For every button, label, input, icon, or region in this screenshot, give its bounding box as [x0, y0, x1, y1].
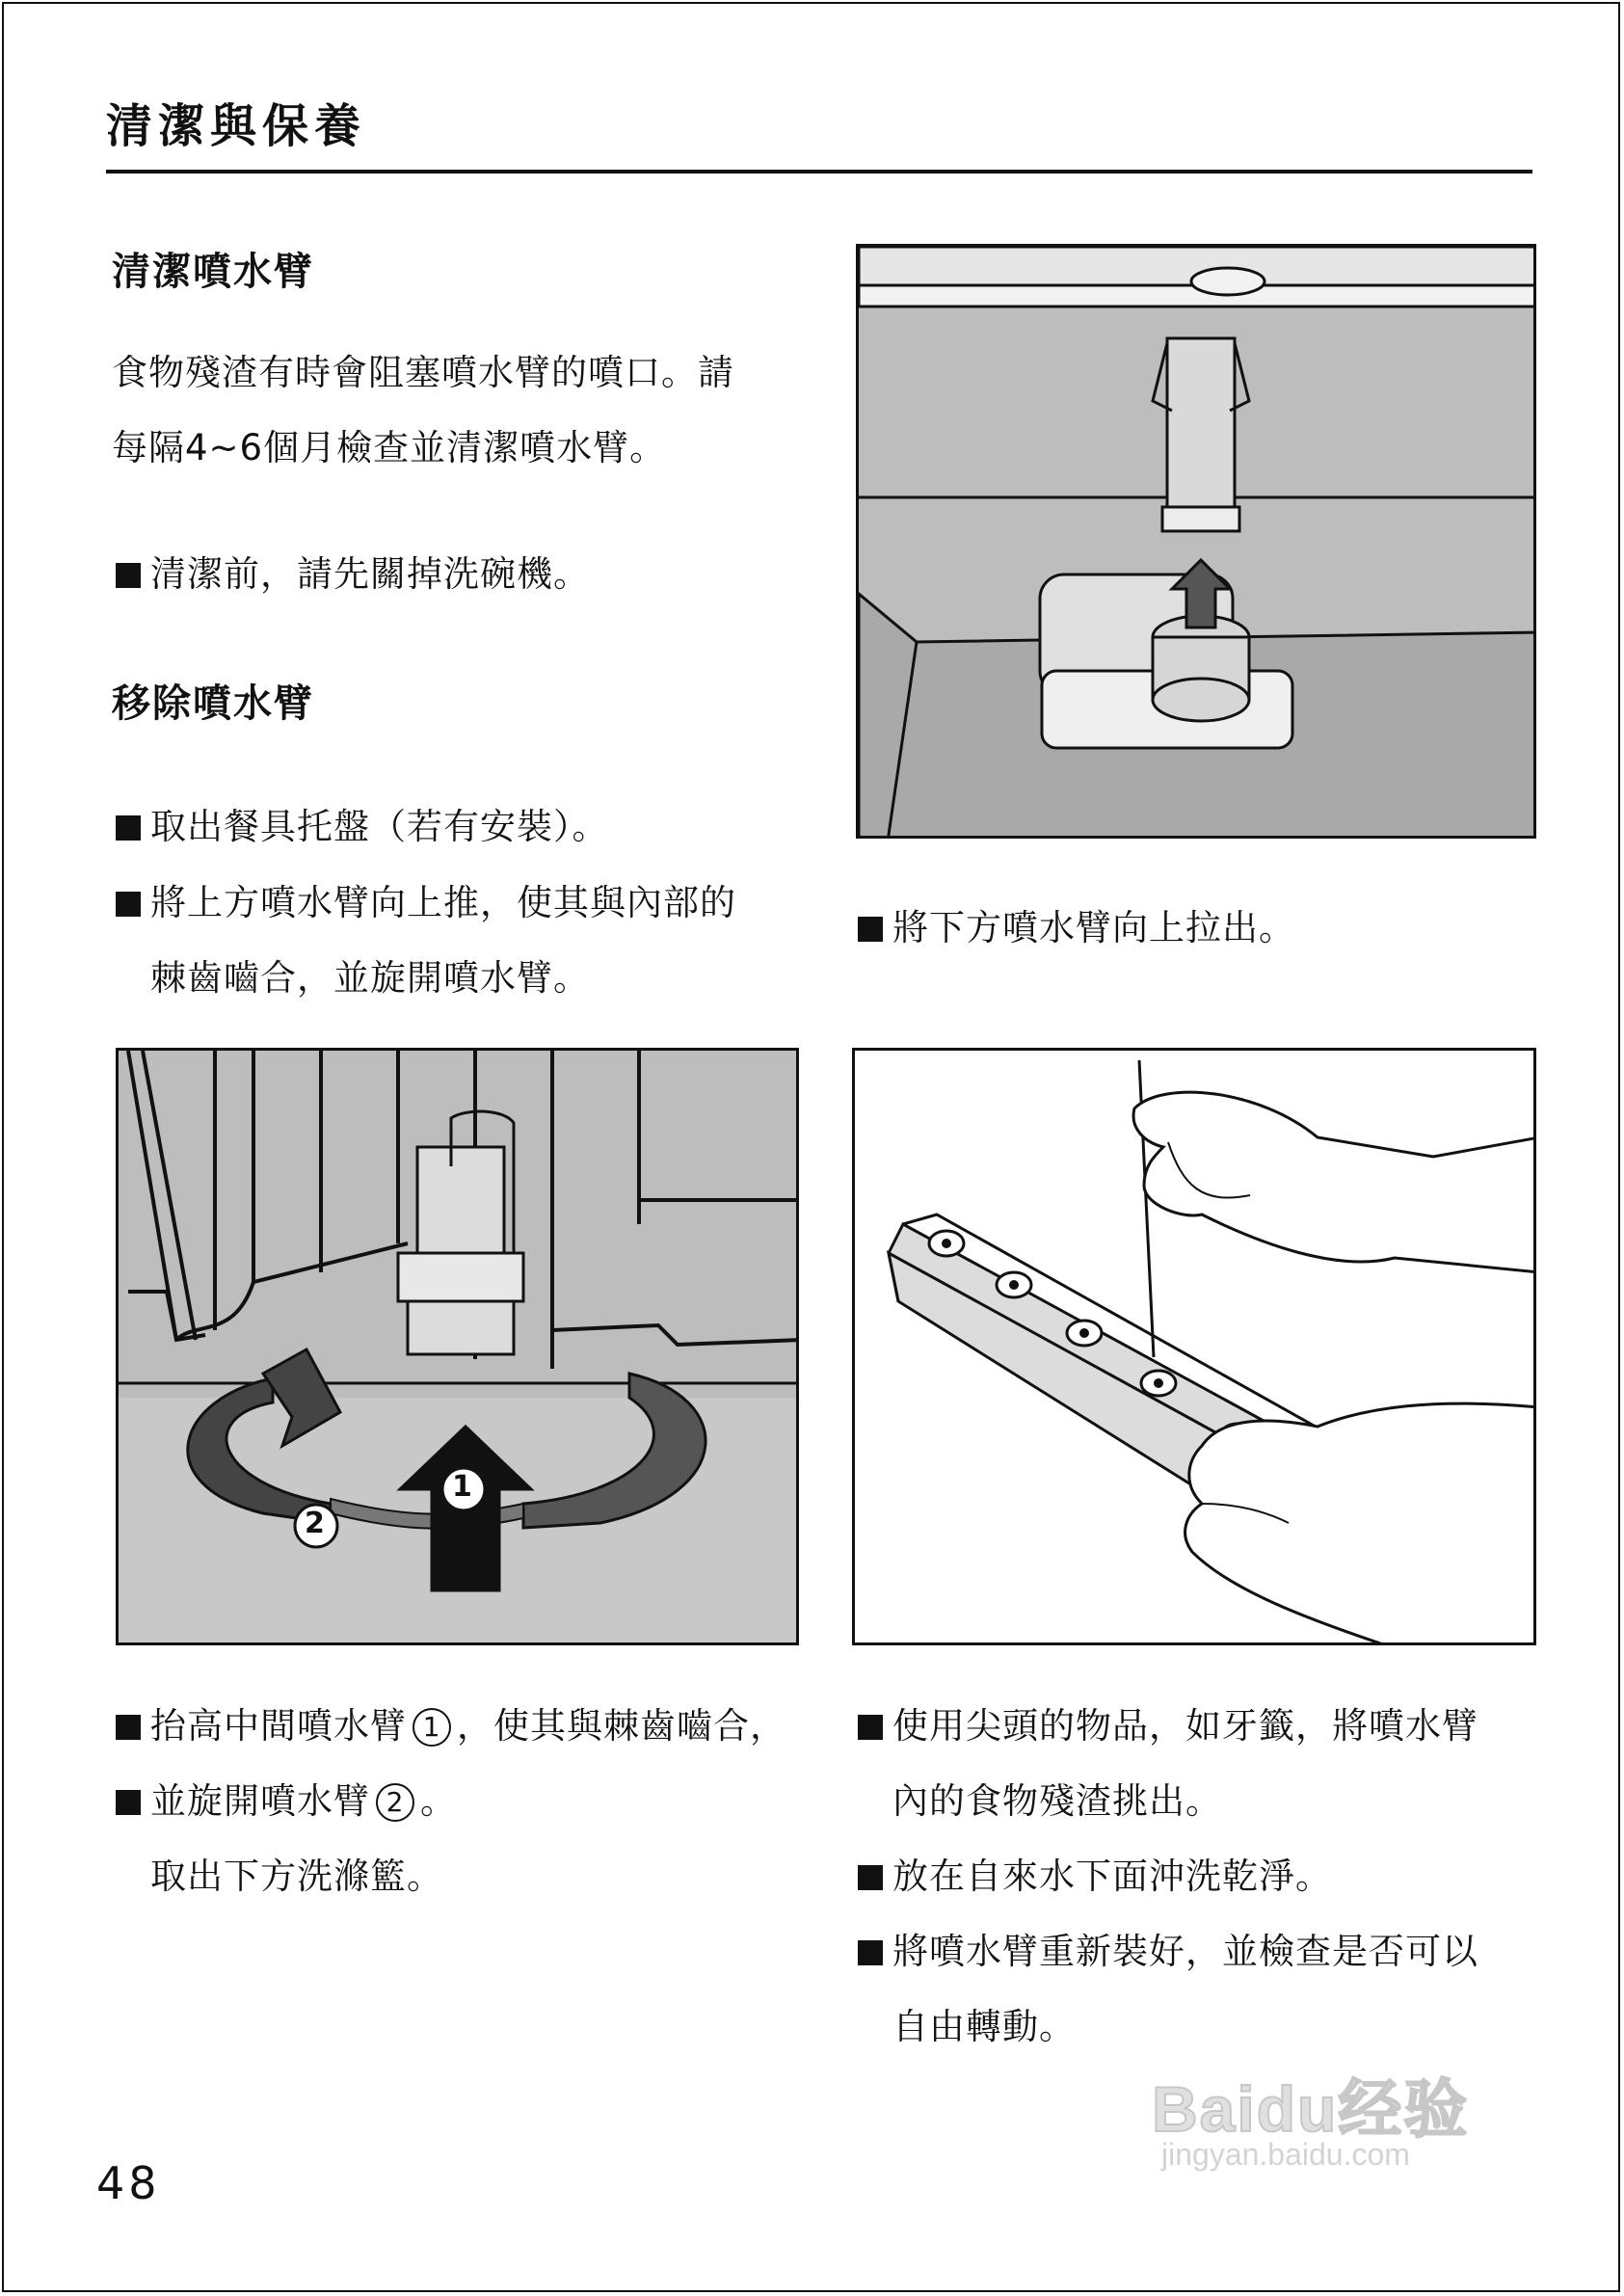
middle-spray-arm-illustration — [119, 1051, 799, 1645]
bullet-text: 抬高中間噴水臂 — [150, 1705, 407, 1747]
bullet-square-icon — [858, 1940, 883, 1965]
bullet-square-icon — [858, 1715, 883, 1740]
bullet-square-icon — [116, 892, 141, 917]
bullet-square-icon — [116, 1790, 141, 1815]
bullet-clean-1 — [116, 545, 590, 597]
bullet-text: 使用尖頭的物品，如牙籤，將噴水臂 — [892, 1705, 1478, 1747]
bullet-text: 。 — [420, 1780, 457, 1822]
bullet-square-icon — [858, 917, 883, 942]
bullet-text: 並旋開噴水臂 — [150, 1780, 370, 1822]
bullet-text: 取出餐具托盤（若有安裝）。 — [150, 806, 609, 847]
bullet-square-icon — [116, 563, 141, 588]
bullet-square-icon — [116, 1715, 141, 1740]
paragraph-clean-line1: 食物殘渣有時會阻塞噴水臂的噴口。請 — [112, 352, 734, 393]
watermark-logo-text: Baidu经验 — [1152, 2073, 1470, 2145]
section-heading-remove: 移除噴水臂 — [112, 681, 314, 726]
step-1-label: 1 — [452, 1470, 472, 1504]
bullet-middle-1 — [116, 1696, 786, 1749]
bullet-remove-1 — [116, 797, 609, 849]
bullet-right-top — [858, 898, 1295, 950]
bullet-text: 放在自來水下面沖洗乾淨。 — [892, 1855, 1332, 1897]
bullet-remove-2 — [116, 873, 736, 925]
bullet-text: 將上方噴水臂向上推，使其與內部的 — [150, 882, 736, 923]
page-number: 48 — [96, 2157, 161, 2209]
watermark-url: jingyan.baidu.com — [1161, 2137, 1410, 2172]
bullet-text: 將噴水臂重新裝好，並檢查是否可以 — [892, 1931, 1478, 1972]
page-title: 清潔與保養 — [106, 99, 367, 153]
bullet-middle-2-cont: 取出下方洗滌籃。 — [150, 1855, 443, 1897]
bullet-text: 將下方噴水臂向上拉出。 — [892, 907, 1295, 948]
baidu-watermark — [1152, 2058, 1470, 2172]
bullet-clean-nozzles-3 — [858, 1922, 1478, 1974]
bullet-square-icon — [116, 815, 141, 841]
figure-middle-spray-arm — [116, 1048, 799, 1645]
step-number-badge: 1 — [413, 1708, 451, 1747]
cleaning-nozzles-illustration — [855, 1051, 1536, 1645]
lower-spray-arm-illustration — [859, 247, 1536, 839]
bullet-text: 清潔前，請先關掉洗碗機。 — [150, 553, 590, 595]
figure-lower-spray-arm — [856, 244, 1536, 839]
bullet-text: ，使其與棘齒嚙合， — [457, 1705, 786, 1747]
step-number-badge: 2 — [376, 1783, 414, 1822]
header-divider — [106, 170, 1532, 174]
bullet-clean-nozzles-1 — [858, 1696, 1478, 1749]
figure-cleaning-nozzles — [852, 1048, 1536, 1645]
bullet-clean-nozzles-1-cont: 內的食物殘渣挑出。 — [892, 1780, 1222, 1822]
bullet-square-icon — [858, 1865, 883, 1890]
paragraph-clean-line2: 每隔4~6個月檢查並清潔噴水臂。 — [112, 427, 667, 468]
bullet-remove-2-cont: 棘齒嚙合，並旋開噴水臂。 — [150, 957, 590, 999]
bullet-clean-nozzles-2 — [858, 1847, 1332, 1899]
bullet-middle-2 — [116, 1772, 457, 1824]
bullet-clean-nozzles-3-cont: 自由轉動。 — [892, 2006, 1076, 2047]
step-2-label: 2 — [305, 1507, 325, 1540]
section-heading-clean: 清潔噴水臂 — [112, 250, 314, 294]
